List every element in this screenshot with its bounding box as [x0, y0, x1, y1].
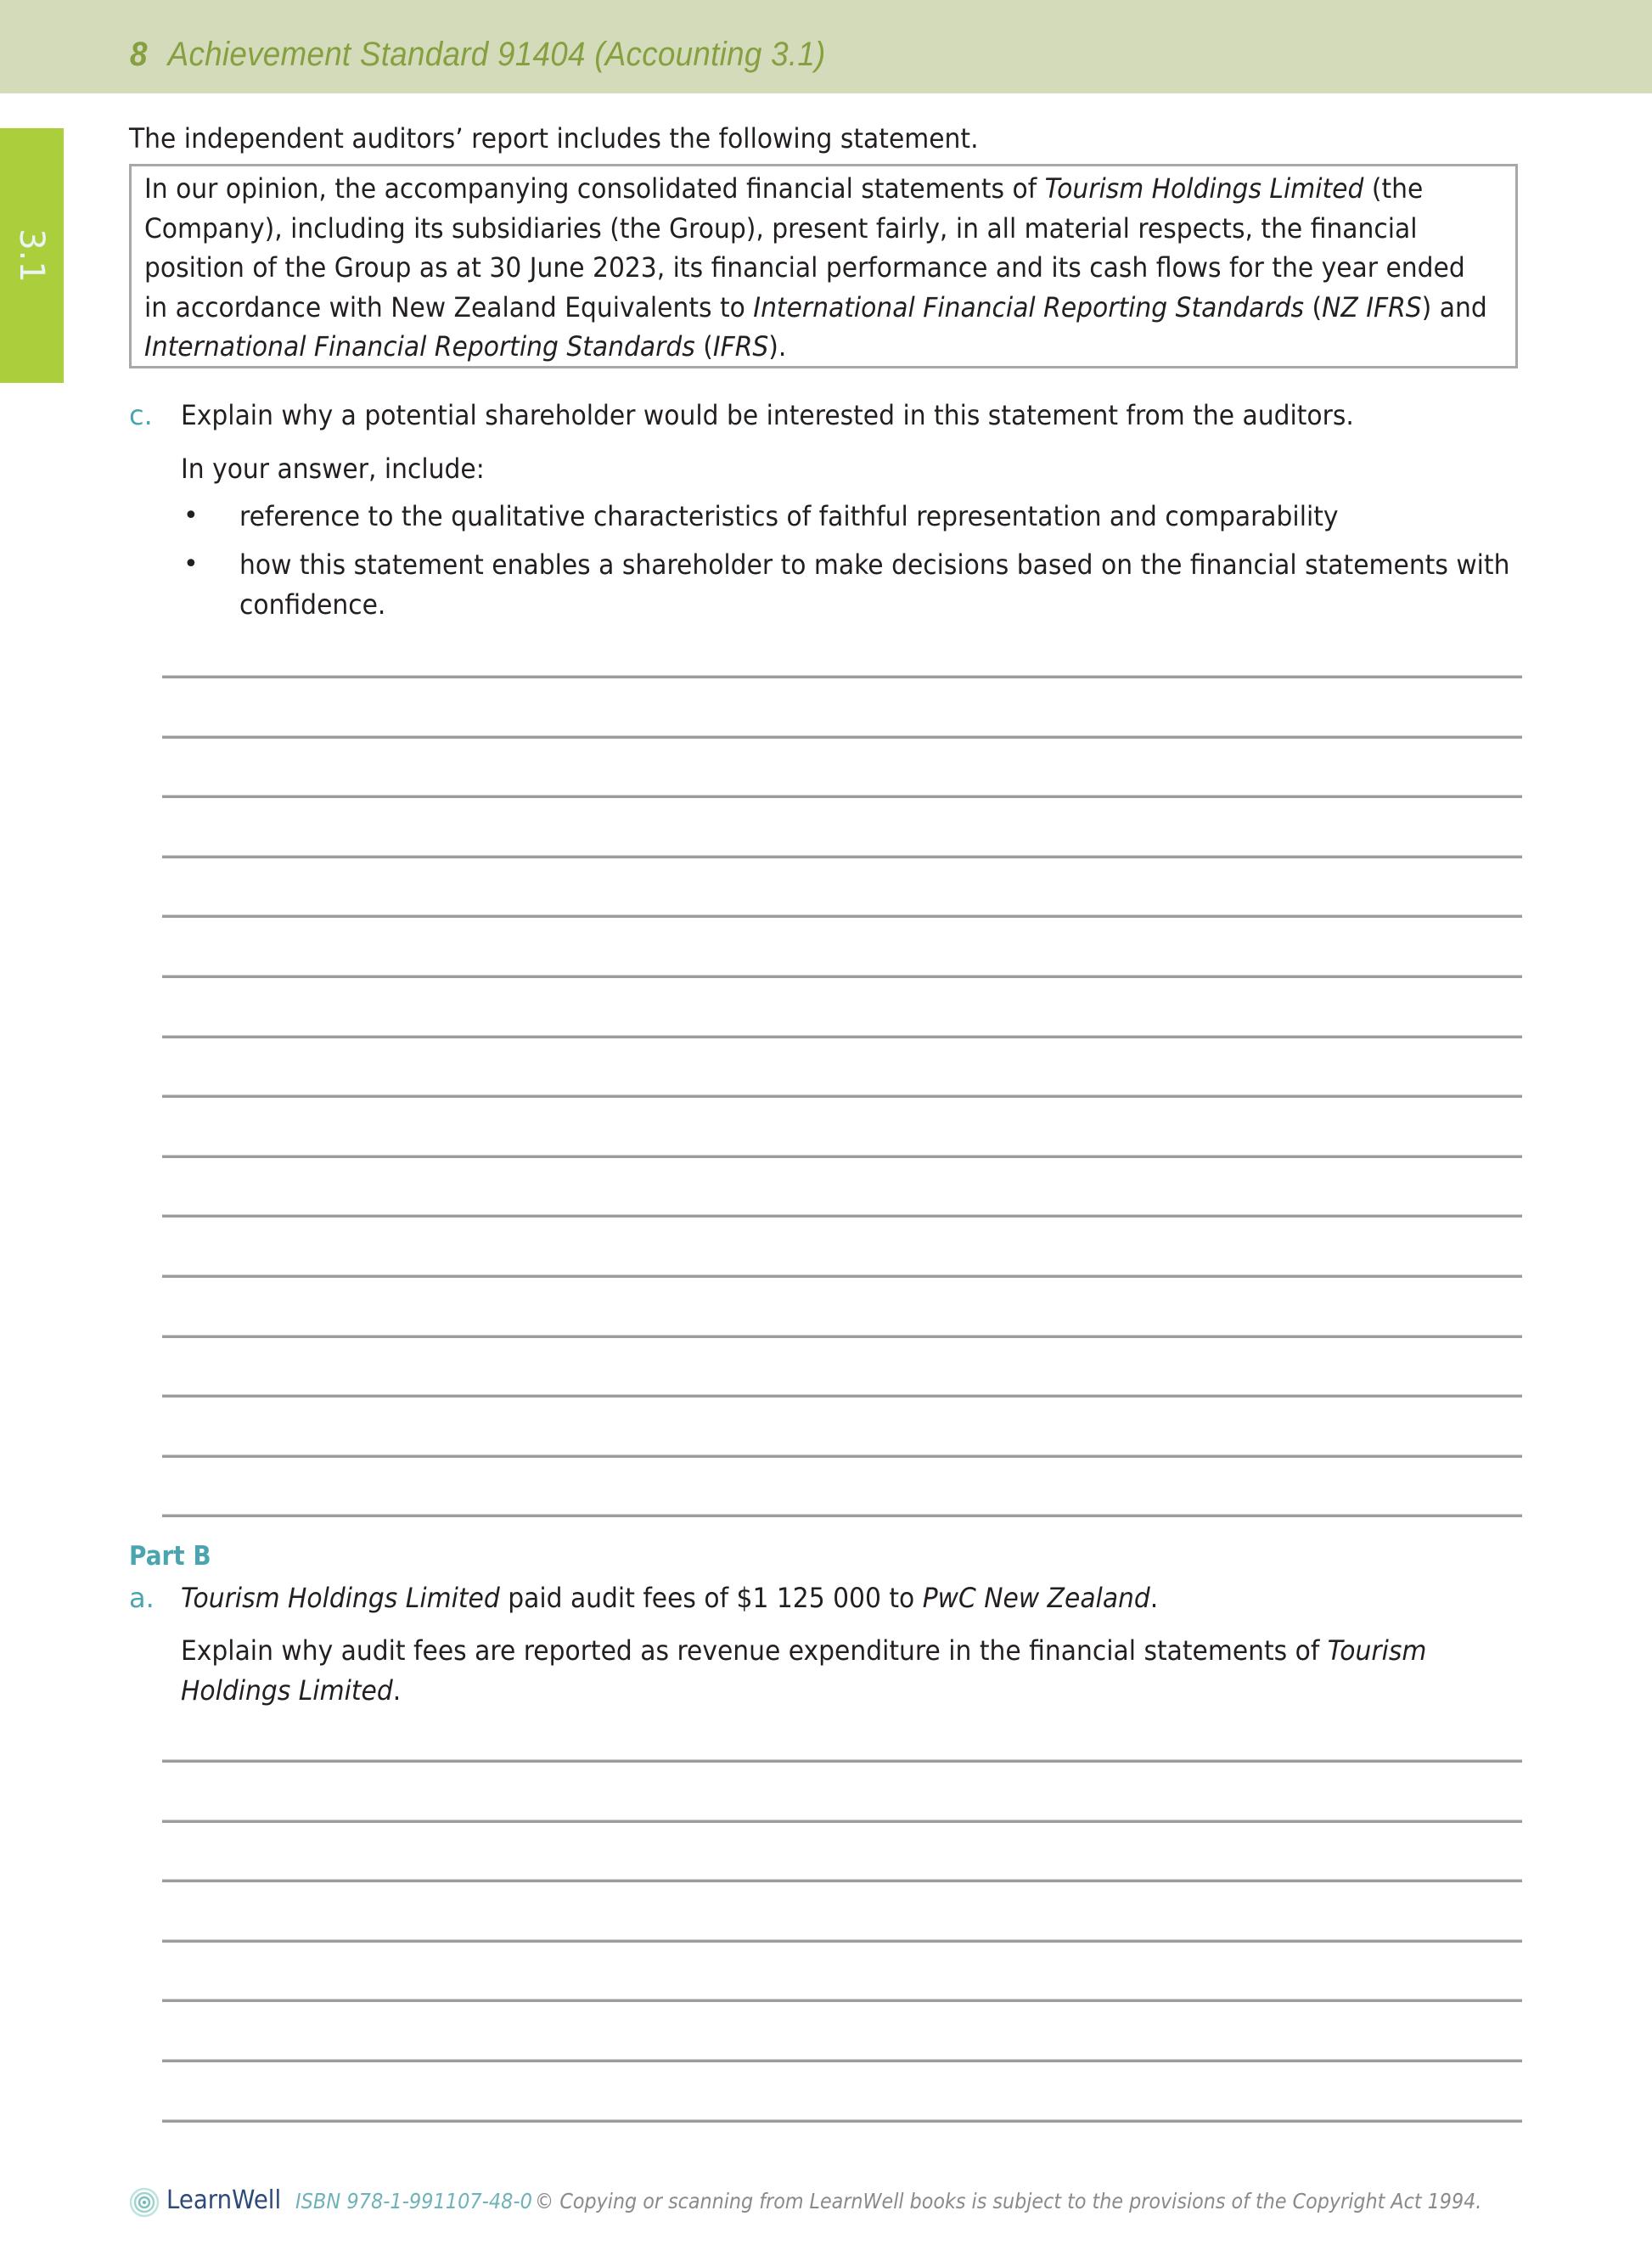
auditor-statement-box — [129, 164, 1518, 368]
question-a-line — [181, 1582, 1158, 1614]
answer-line[interactable] — [162, 1999, 1522, 2002]
answer-line[interactable] — [162, 1939, 1522, 1943]
answer-line[interactable] — [162, 1214, 1522, 1218]
bullet-icon: • — [183, 501, 199, 531]
text-run: ). — [768, 330, 787, 363]
text-run: ( — [694, 330, 713, 363]
quote-line — [144, 291, 1487, 323]
side-tab-label: 3.1 — [12, 228, 51, 283]
italic-run: Tourism Holdings Limited — [181, 1582, 500, 1614]
answer-line[interactable] — [162, 2119, 1522, 2123]
answer-line[interactable] — [162, 795, 1522, 798]
question-a-line — [181, 1674, 401, 1707]
answer-line[interactable] — [162, 914, 1522, 918]
isbn: ISBN 978-1-991107-48-0 — [295, 2189, 532, 2213]
side-tab — [0, 128, 64, 383]
answer-line[interactable] — [162, 1035, 1522, 1038]
italic-run: Tourism Holdings Limited — [1044, 172, 1364, 205]
text-run: Explain why audit fees are reported as revenue expenditure in the financial statements of — [181, 1634, 1328, 1667]
text-run: . — [1149, 1582, 1159, 1614]
italic-run: PwC New Zealand — [922, 1582, 1150, 1614]
page-header — [0, 0, 1652, 93]
text-run: . — [392, 1674, 402, 1707]
answer-line[interactable] — [162, 1274, 1522, 1278]
text-run: ( — [1304, 291, 1323, 323]
bullet-text-continued: confidence. — [239, 588, 386, 621]
text-run: ) and — [1421, 291, 1487, 323]
quote-line — [144, 172, 1423, 205]
answer-line[interactable] — [162, 1335, 1522, 1338]
brand-name: LearnWell — [166, 2185, 282, 2215]
italic-run: Holdings Limited — [181, 1674, 393, 1707]
text-run: in accordance with New Zealand Equivalents to — [144, 291, 754, 323]
quote-line — [144, 212, 1418, 245]
answer-line[interactable] — [162, 855, 1522, 858]
answer-line[interactable] — [162, 1454, 1522, 1458]
copyright-notice: © Copying or scanning from LearnWell books is subject to the provisions of the Copyright Act 1994. — [535, 2189, 1482, 2213]
answer-line[interactable] — [162, 2059, 1522, 2062]
answer-line[interactable] — [162, 675, 1522, 678]
answer-line[interactable] — [162, 1094, 1522, 1098]
italic-run: International Financial Reporting Standards — [144, 330, 695, 363]
answer-line[interactable] — [162, 1819, 1522, 1823]
bullet-text: how this statement enables a shareholder to make decisions based on the financial statements with — [239, 548, 1510, 581]
answer-line[interactable] — [162, 1394, 1522, 1398]
italic-run: International Financial Reporting Standards — [753, 291, 1305, 323]
answer-line[interactable] — [162, 1759, 1522, 1763]
question-letter-c: c. — [129, 399, 153, 431]
quote-line — [144, 330, 786, 363]
bullet-text: reference to the qualitative characteristics of faithful representation and comparability — [239, 500, 1339, 532]
page-number: 8 — [130, 36, 148, 73]
header-title — [130, 36, 826, 74]
text-run: In our opinion, the accompanying consolidated financial statements of — [144, 172, 1045, 205]
include-label: In your answer, include: — [181, 453, 485, 485]
spiral-logo-icon — [129, 2187, 160, 2218]
answer-line[interactable] — [162, 735, 1522, 739]
answer-line[interactable] — [162, 1514, 1522, 1517]
answer-line[interactable] — [162, 1155, 1522, 1158]
question-c-prompt: Explain why a potential shareholder would be interested in this statement from the auditors. — [181, 399, 1354, 431]
text-run: position of the Group as at 30 June 2023, its financial performance and its cash flows for the year ended — [144, 251, 1465, 284]
text-run: Company), including its subsidiaries (the Group), present fairly, in all material respects, the financial — [144, 212, 1418, 245]
part-b-heading: Part B — [129, 1541, 211, 1572]
intro-text: The independent auditors’ report includes the following statement. — [129, 122, 979, 155]
question-a-line — [181, 1634, 1426, 1667]
italic-run: IFRS — [712, 330, 769, 363]
bullet-icon: • — [183, 549, 199, 579]
answer-line[interactable] — [162, 975, 1522, 978]
text-run: paid audit fees of $1 125 000 to — [499, 1582, 923, 1614]
quote-line — [144, 251, 1465, 284]
answer-line[interactable] — [162, 1879, 1522, 1882]
text-run: (the — [1363, 172, 1424, 205]
question-letter-a: a. — [129, 1582, 155, 1614]
standard-title: Achievement Standard 91404 (Accounting 3.1) — [167, 36, 826, 73]
italic-run: NZ IFRS — [1322, 291, 1422, 323]
italic-run: Tourism — [1327, 1634, 1427, 1667]
